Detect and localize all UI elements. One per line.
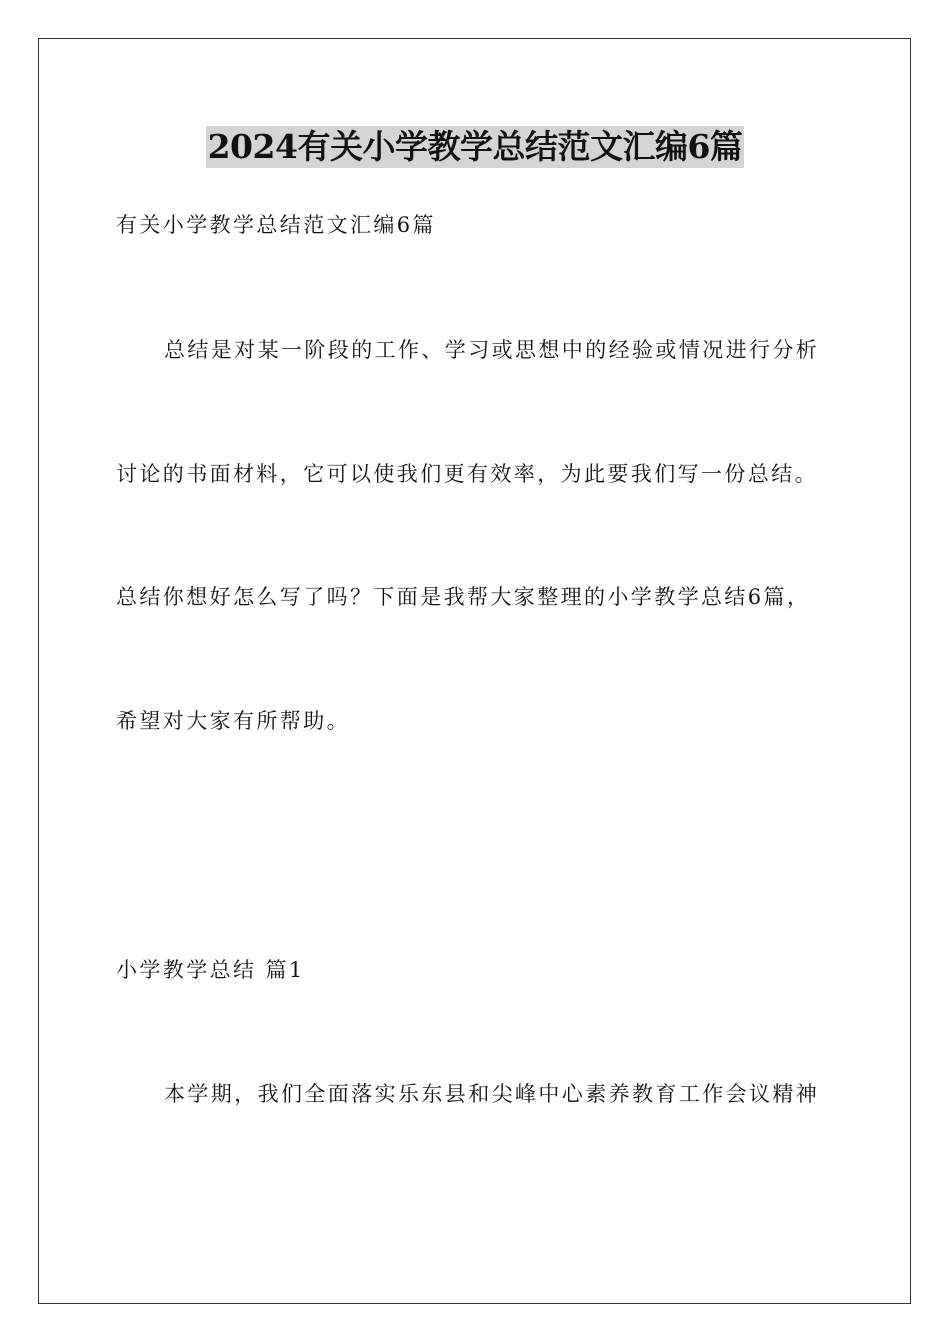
title-container bbox=[0, 126, 950, 168]
intro-line-3: 总结你想好怎么写了吗？下面是我帮大家整理的小学教学总结6篇， bbox=[116, 585, 811, 609]
intro-line-4: 希望对大家有所帮助。 bbox=[116, 709, 350, 733]
document-subtitle: 有关小学教学总结范文汇编6篇 bbox=[116, 213, 436, 237]
intro-line-1: 总结是对某一阶段的工作、学习或思想中的经验或情况进行分析 bbox=[164, 338, 820, 362]
intro-line-2: 讨论的书面材料，它可以使我们更有效率，为此要我们写一份总结。 bbox=[116, 462, 818, 486]
document-title: 2024有关小学教学总结范文汇编6篇 bbox=[207, 127, 743, 166]
section-heading: 小学教学总结 篇1 bbox=[116, 958, 305, 982]
section-first-line: 本学期，我们全面落实乐东县和尖峰中心素养教育工作会议精神 bbox=[164, 1082, 820, 1106]
